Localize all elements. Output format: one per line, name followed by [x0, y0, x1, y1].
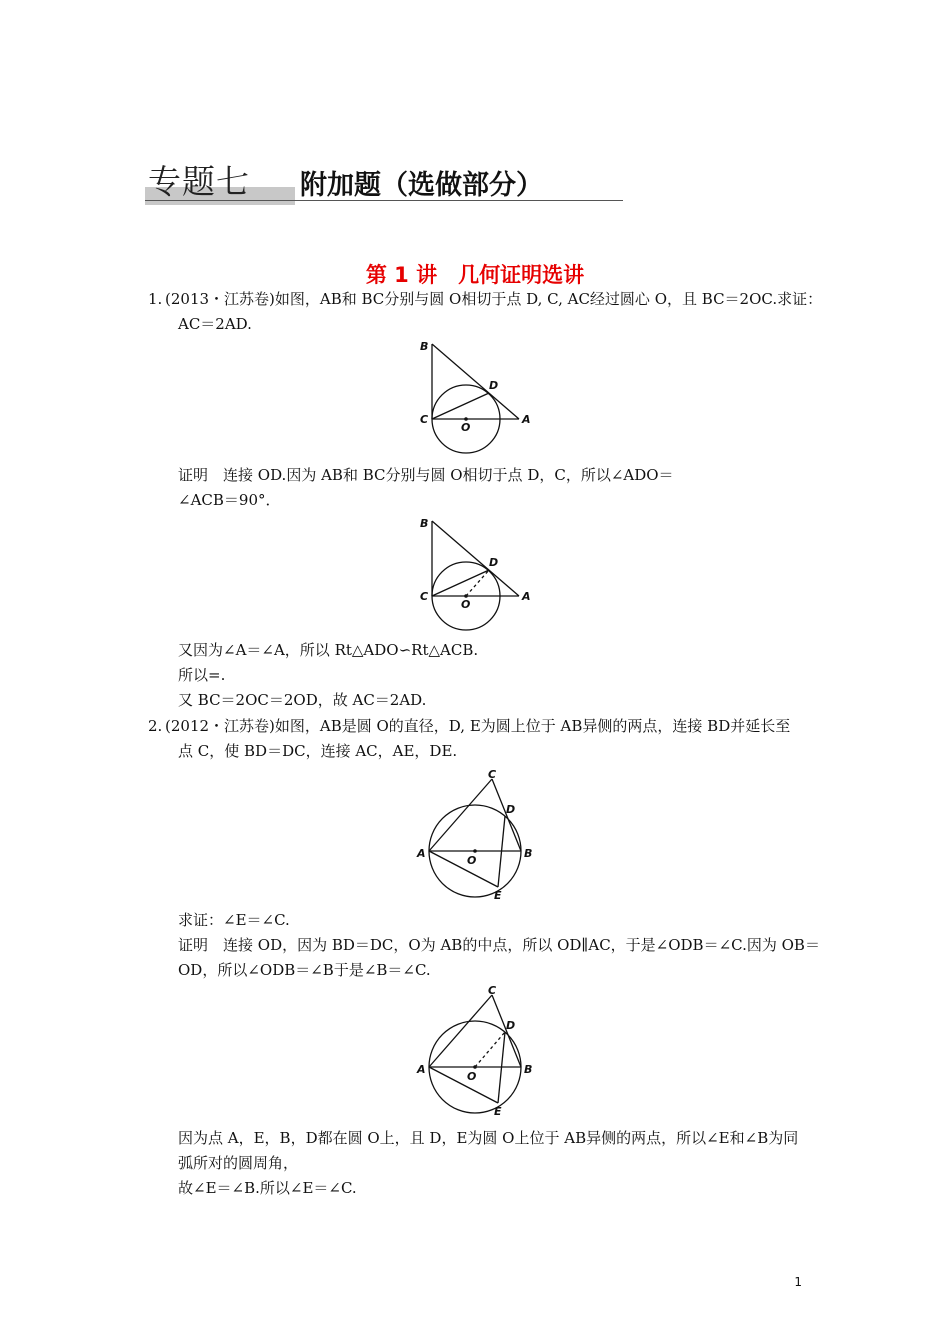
figure-3-label-a: A — [417, 847, 426, 860]
problem-1-proof-line-3: 又因为∠A＝∠A，所以 Rt△ADO∽Rt△ACB. — [178, 641, 479, 659]
figure-2-label-c: C — [420, 590, 429, 603]
figure-4-label-a: A — [417, 1063, 426, 1076]
figure-4-line-ae — [429, 1067, 498, 1103]
figure-4-label-b: B — [524, 1063, 533, 1076]
figure-3-label-o: O — [467, 854, 477, 867]
figure-3-label-d: D — [506, 803, 516, 816]
problem-2-proof-line-3: 因为点 A，E，B，D都在圆 O上，且 D，E为圆 O上位于 AB异侧的两点，所以∠E和∠B为同 — [178, 1129, 799, 1147]
problem-2-proof-line-2: OD，所以∠ODB＝∠B于是∠B＝∠C. — [178, 961, 431, 979]
problem-1-statement-line-1: (2013・江苏卷)如图，AB和 BC分别与圆 O相切于点 D, C, AC经过圆心 O，且 BC＝2OC.求证： — [165, 290, 823, 308]
chapter-subtitle: 附加题（选做部分） — [300, 170, 543, 201]
figure-2-label-a: A — [522, 590, 531, 603]
chapter-title: 专题七 — [148, 162, 250, 201]
figure-4-label-o: O — [467, 1070, 477, 1083]
figure-1-label-a: A — [522, 413, 531, 426]
problem-1-proof-line-5: 又 BC＝2OC＝2OD，故 AC＝2AD. — [178, 691, 427, 709]
figure-4-label-c: C — [488, 984, 497, 997]
figure-1-label-o: O — [461, 421, 471, 434]
problem-2-proof-line-5: 故∠E＝∠B.所以∠E＝∠C. — [178, 1179, 357, 1197]
figure-4-label-e: E — [494, 1105, 502, 1118]
problem-2-number: 2. — [148, 717, 163, 735]
figure-3-label-c: C — [488, 768, 497, 781]
figure-3-label-b: B — [524, 847, 533, 860]
figure-4-label-d: D — [506, 1019, 516, 1032]
problem-2-proof-line-4: 弧所对的圆周角， — [178, 1154, 299, 1172]
figure-1-label-d: D — [489, 379, 499, 392]
figure-2-label-d: D — [489, 556, 499, 569]
problem-1-statement-line-2: AC＝2AD. — [178, 315, 252, 333]
problem-2-statement-line-2: 点 C，使 BD＝DC，连接 AC，AE，DE. — [178, 742, 458, 760]
figure-2-label-b: B — [420, 517, 429, 530]
problem-2-proof-line-1: 证明 连接 OD，因为 BD＝DC，O为 AB的中点，所以 OD∥AC，于是∠ODB＝∠C.因为 OB＝ — [178, 936, 820, 954]
figure-1-label-b: B — [420, 340, 429, 353]
page-number: 1 — [794, 1275, 802, 1289]
problem-1-number: 1. — [148, 290, 163, 308]
figure-4-line-od-dashed — [475, 1032, 505, 1067]
figure-1-label-c: C — [420, 413, 429, 426]
problem-1-proof-line-1: 证明 连接 OD.因为 AB和 BC分别与圆 O相切于点 D，C，所以∠ADO＝ — [178, 466, 674, 484]
figure-4-center-dot — [473, 1065, 477, 1069]
figure-4-geometry — [429, 995, 521, 1113]
problem-1-proof-line-2: ∠ACB＝90°． — [178, 491, 281, 509]
problem-1-proof-line-4: 所以=. — [178, 666, 226, 684]
problem-2-statement-line-1: (2012・江苏卷)如图，AB是圆 O的直径，D, E为圆上位于 AB异侧的两点，连接 BD并延长至 — [165, 717, 791, 735]
figure-2-label-o: O — [461, 598, 471, 611]
problem-2-claim: 求证：∠E＝∠C. — [178, 911, 290, 929]
figure-3-label-e: E — [494, 889, 502, 902]
figure-4-line-ac — [429, 995, 492, 1067]
lecture-title: 第 1 讲 几何证明选讲 — [365, 263, 585, 287]
